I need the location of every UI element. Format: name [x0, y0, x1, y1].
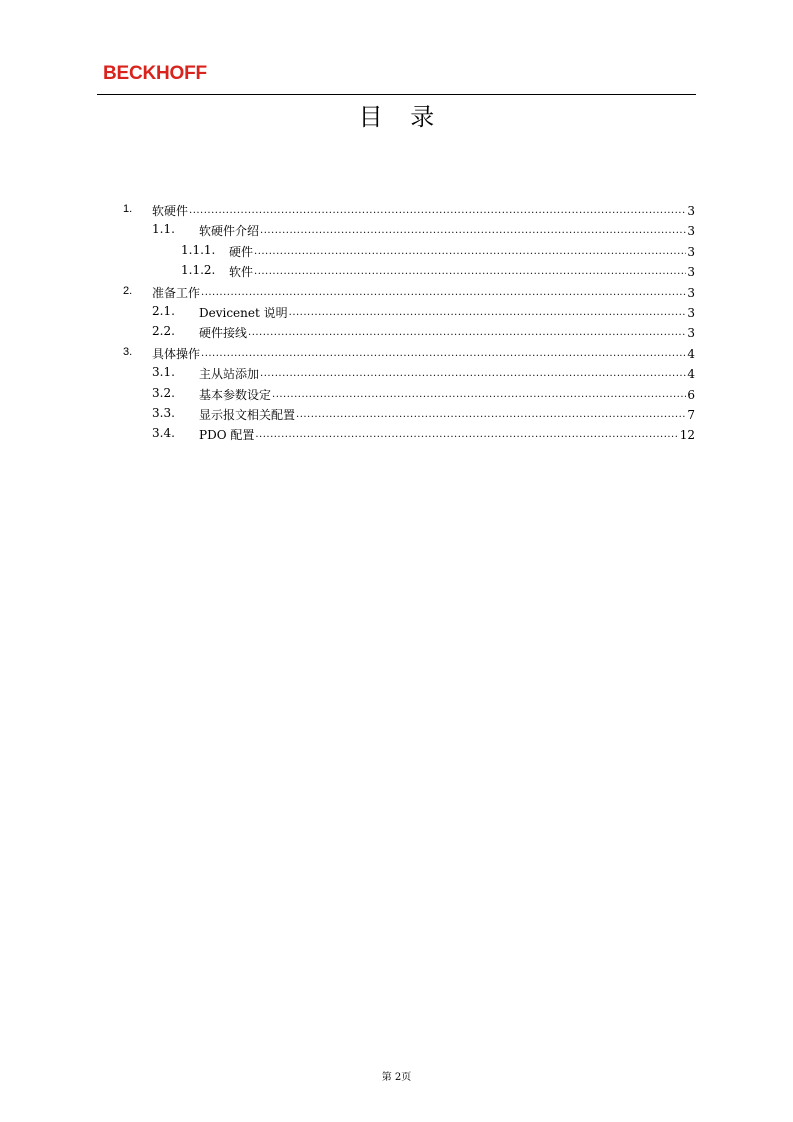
toc-dot-leader [289, 305, 687, 321]
toc-entry-title: 具体操作 [152, 346, 201, 361]
toc-entry-number: 2.2. [152, 324, 175, 339]
toc-dot-leader [248, 325, 686, 341]
toc-dot-leader [254, 244, 686, 260]
toc-entry[interactable] [152, 423, 695, 443]
toc-entry[interactable] [152, 219, 695, 239]
toc-entry-number: 3.1. [152, 365, 175, 380]
toc-entry[interactable] [152, 301, 695, 321]
toc-entry-title: 基本参数设定 [199, 387, 272, 402]
toc-entry-title: 主从站添加 [199, 367, 260, 382]
toc-dot-leader [255, 427, 678, 443]
toc-entry[interactable] [123, 342, 695, 362]
toc-entry-number: 1.1. [152, 222, 175, 237]
toc-entry-number: 3.4. [152, 426, 175, 441]
toc-entry[interactable] [152, 362, 695, 382]
toc-dot-leader [260, 223, 686, 239]
toc-entry-number: 1.1.2. [181, 263, 216, 278]
toc-entry[interactable] [123, 281, 695, 301]
page-number: 第 2页 [381, 1072, 412, 1083]
page-title: 目 录 [358, 103, 445, 131]
toc-entry[interactable] [152, 321, 695, 341]
header-divider [97, 94, 696, 95]
toc-entry-title: 软硬件 [152, 204, 189, 218]
toc-entry-page: 3 [687, 224, 695, 239]
toc-entry-number: 1. [123, 203, 133, 215]
toc-entry-number: 1.1.1. [181, 242, 216, 257]
toc-dot-leader [260, 366, 686, 382]
toc-entry-page: 4 [687, 346, 695, 361]
toc-entry-page: 3 [687, 244, 695, 259]
toc-dot-leader [201, 346, 686, 362]
toc-dot-leader [272, 387, 686, 403]
toc-entry[interactable] [181, 260, 695, 280]
toc-dot-leader [254, 264, 686, 280]
toc-entry-page: 4 [687, 367, 695, 382]
toc-entry[interactable] [152, 383, 695, 403]
toc-entry[interactable] [181, 240, 695, 260]
toc-entry[interactable] [123, 199, 695, 219]
toc-entry-number: 3.2. [152, 385, 175, 400]
toc-entry-page: 7 [687, 408, 695, 422]
toc-entry[interactable] [152, 403, 695, 423]
toc-entry-title: 软硬件介绍 [199, 224, 260, 239]
toc-dot-leader [189, 203, 686, 219]
toc-entry-title: PDO 配置 [199, 428, 255, 443]
toc-entry-page: 3 [687, 306, 695, 320]
toc-entry-title: 硬件接线 [199, 326, 248, 341]
toc-entry-page: 3 [687, 285, 695, 300]
toc-entry-title: 软件 [229, 265, 254, 280]
toc-entry-page: 3 [687, 265, 695, 280]
toc-dot-leader [201, 285, 686, 301]
toc-entry-page: 6 [687, 387, 695, 402]
toc-entry-number: 2. [123, 284, 133, 297]
toc-entry-number: 2.1. [152, 304, 175, 318]
toc-entry-title: 准备工作 [152, 285, 201, 300]
toc-entry-title: 显示报文相关配置 [199, 408, 296, 422]
toc-entry-page: 12 [679, 428, 695, 443]
toc-entry-title: 硬件 [229, 244, 254, 259]
toc-entry-page: 3 [687, 204, 695, 218]
beckhoff-logo: BECKHOFF [103, 63, 207, 84]
toc-dot-leader [296, 407, 686, 423]
toc-entry-page: 3 [687, 326, 695, 341]
toc-entry-number: 3.3. [152, 406, 175, 420]
toc-entry-title: Devicenet 说明 [199, 306, 288, 320]
toc-entry-number: 3. [123, 345, 133, 358]
